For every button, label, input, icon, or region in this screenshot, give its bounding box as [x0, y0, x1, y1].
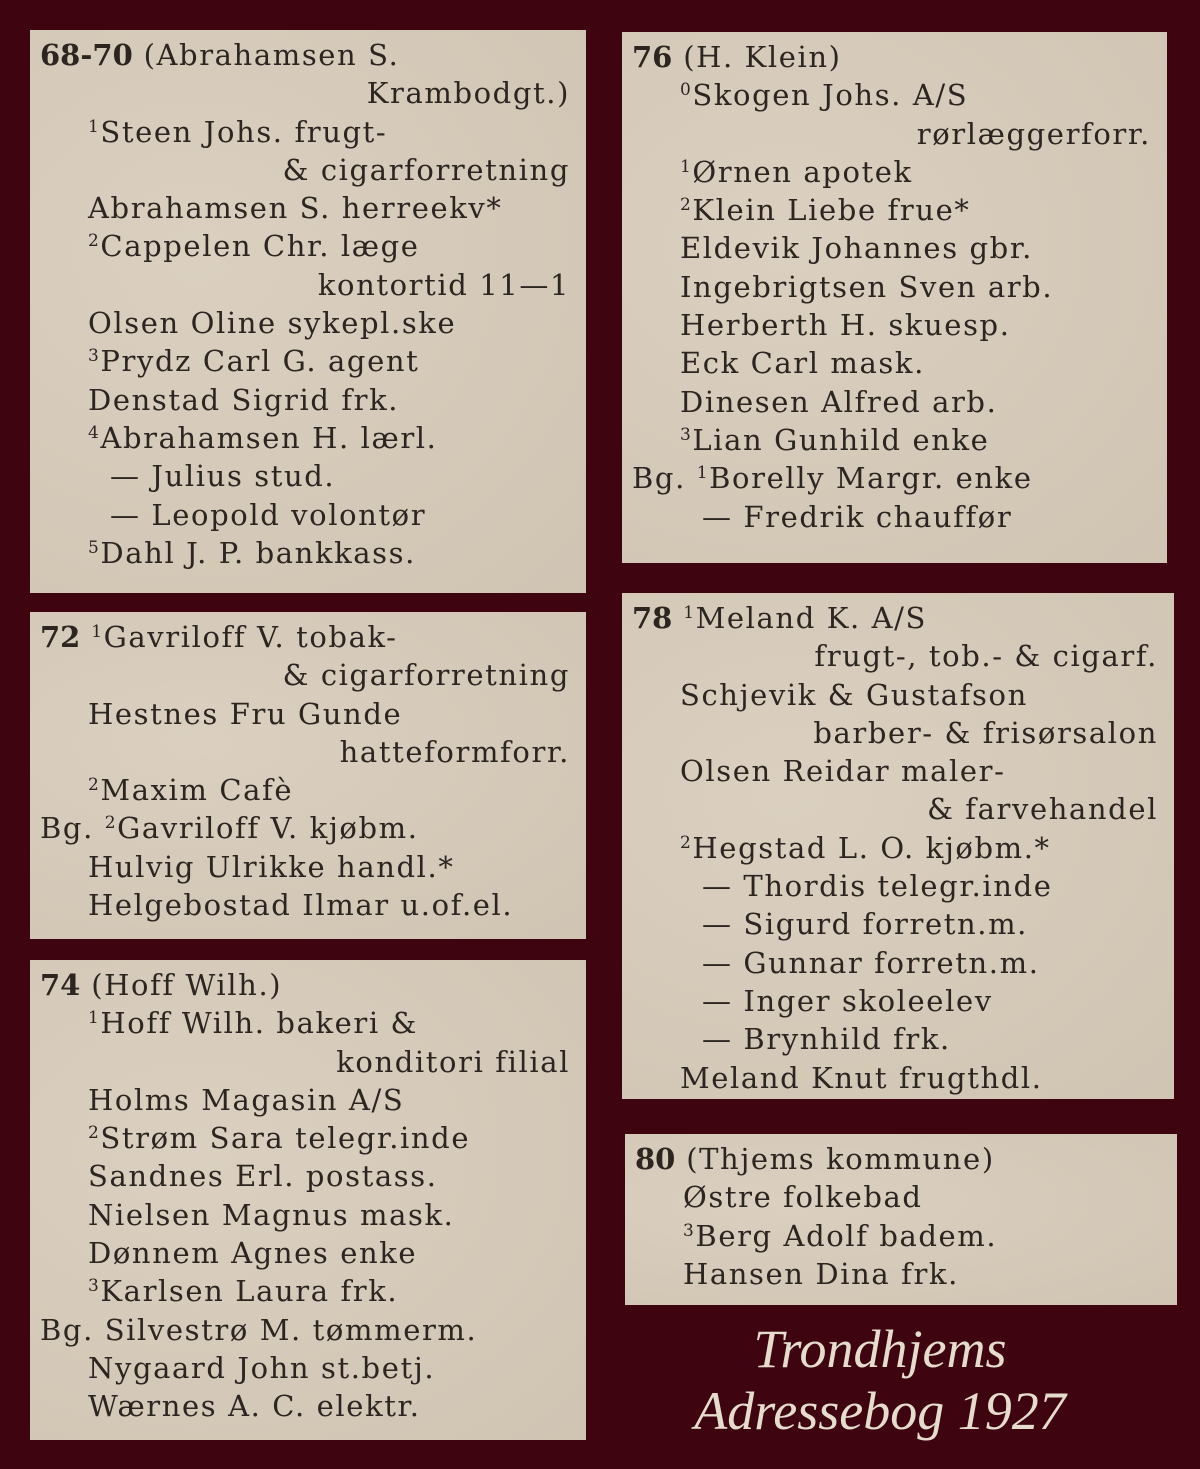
floor-number: 2 — [88, 775, 101, 796]
floor-number: 2 — [88, 1123, 101, 1144]
directory-entry — [635, 1217, 1167, 1255]
entry-text: Denstad Sigrid frk. — [88, 382, 400, 417]
directory-entry — [40, 809, 576, 847]
entry-text: & farvehandel — [927, 792, 1158, 827]
directory-entry — [632, 421, 1157, 459]
directory-entry — [40, 1387, 576, 1425]
entry-text: Eldevik Johannes gbr. — [680, 231, 1033, 266]
directory-entry — [40, 1196, 576, 1234]
street-number: 68-70 — [40, 38, 133, 72]
entry-text: Maxim Cafè — [100, 773, 294, 808]
directory-entry — [40, 771, 576, 809]
directory-entry — [40, 1119, 576, 1157]
directory-entry — [40, 1349, 576, 1387]
entry-text: Strøm Sara telegr.inde — [100, 1121, 471, 1156]
directory-entry — [40, 695, 576, 733]
directory-entry — [40, 151, 576, 189]
directory-entry — [40, 848, 576, 886]
entry-text: — Inger skoleelev — [702, 983, 993, 1018]
directory-entry — [40, 36, 576, 74]
entry-text: Hoff Wilh. bakeri & — [100, 1006, 418, 1041]
entry-text: Klein Liebe frue* — [692, 193, 971, 228]
floor-number: 3 — [680, 424, 693, 445]
directory-entry — [40, 534, 576, 572]
entry-text: Karlsen Laura frk. — [100, 1274, 399, 1309]
directory-entry — [632, 344, 1157, 382]
caption-title: Trondhjems — [753, 1319, 1007, 1379]
entry-text: konditori filial — [336, 1044, 570, 1079]
listing-panel-74 — [30, 960, 586, 1440]
entry-text: Hestnes Fru Gunde — [88, 696, 403, 731]
directory-entry — [40, 1311, 576, 1349]
floor-number: 1 — [88, 116, 101, 137]
directory-entry — [40, 1157, 576, 1195]
directory-entry — [40, 419, 576, 457]
listing-panel-72 — [30, 612, 586, 939]
entry-text: — Thordis telegr.inde — [702, 869, 1053, 904]
directory-entry — [40, 886, 576, 924]
listing-panel-80 — [625, 1134, 1177, 1305]
directory-entry — [40, 733, 576, 771]
street-number: 74 — [40, 968, 81, 1002]
street-number: 80 — [635, 1142, 676, 1176]
directory-entry — [40, 656, 576, 694]
entry-text: — Leopold volontør — [110, 497, 427, 532]
directory-entry — [632, 38, 1157, 76]
directory-entry — [40, 381, 576, 419]
entry-text: Nielsen Magnus mask. — [88, 1197, 455, 1232]
entry-text: (H. Klein) — [683, 40, 842, 74]
entry-text: Wærnes A. C. elektr. — [88, 1389, 421, 1424]
directory-entry — [632, 229, 1157, 267]
entry-text: Bg. Silvestrø M. tømmerm. — [40, 1312, 478, 1347]
directory-entry — [632, 752, 1164, 790]
entry-text: hatteformforr. — [339, 734, 570, 769]
entry-text: Olsen Oline sykepl.ske — [88, 306, 457, 341]
directory-entry — [632, 306, 1157, 344]
floor-number: 2 — [680, 195, 693, 216]
entry-text: Borelly Margr. enke — [709, 461, 1033, 496]
directory-entry — [632, 459, 1157, 497]
entry-text: Dønnem Agnes enke — [88, 1236, 418, 1271]
entry-text: Gavriloff V. tobak- — [103, 620, 398, 654]
caption-subtitle: Adressebog 1927 — [694, 1381, 1066, 1441]
directory-entry — [632, 1020, 1164, 1058]
floor-number: 1 — [696, 463, 710, 484]
directory-entry — [40, 189, 576, 227]
entry-text: Hansen Dina frk. — [683, 1256, 959, 1291]
entry-text: Prydz Carl G. agent — [100, 344, 420, 379]
entry-text: — Julius stud. — [110, 459, 336, 494]
directory-entry — [40, 342, 576, 380]
floor-number: 0 — [680, 80, 693, 101]
entry-text: Berg Adolf badem. — [695, 1218, 998, 1253]
entry-text: Gavriloff V. kjøbm. — [117, 811, 419, 846]
floor-number: 2 — [88, 231, 101, 252]
directory-entry — [40, 113, 576, 151]
floor-number: 3 — [88, 1276, 101, 1297]
directory-entry — [632, 76, 1157, 114]
directory-entry — [40, 618, 576, 656]
directory-entry — [632, 867, 1164, 905]
floor-number: 3 — [88, 346, 101, 367]
entry-text: Helgebostad Ilmar u.of.el. — [88, 888, 514, 923]
directory-entry — [40, 966, 576, 1004]
entry-text: Abrahamsen H. lærl. — [100, 420, 438, 455]
entry-text: Hegstad L. O. kjøbm.* — [692, 830, 1051, 865]
street-number: 72 — [40, 620, 81, 654]
directory-entry — [632, 944, 1164, 982]
directory-entry — [635, 1178, 1167, 1216]
directory-entry — [632, 637, 1164, 675]
entry-text: — Fredrik chauffør — [702, 499, 1013, 534]
floor-number: 4 — [88, 422, 101, 443]
entry-text: Ingebrigtsen Sven arb. — [680, 269, 1054, 304]
directory-entry — [632, 153, 1157, 191]
entry-text: — Sigurd forretn.m. — [702, 907, 1028, 942]
directory-entry — [40, 74, 576, 112]
directory-entry — [632, 714, 1164, 752]
entry-text: Olsen Reidar maler- — [680, 754, 1006, 789]
entry-text: frugt-, tob.- & cigarf. — [814, 639, 1158, 674]
caption — [640, 1318, 1120, 1442]
entry-text: kontortid 11—1 — [317, 267, 570, 302]
directory-entry — [40, 1004, 576, 1042]
entry-text: Sandnes Erl. postass. — [88, 1159, 438, 1194]
entry-text: barber- & frisørsalon — [813, 715, 1158, 750]
entry-text: — Gunnar forretn.m. — [702, 945, 1040, 980]
entry-text: Skogen Johs. A/S — [692, 78, 969, 113]
entry-text: Holms Magasin A/S — [88, 1082, 405, 1117]
entry-text: Ørnen apotek — [692, 154, 913, 189]
floor-number: 3 — [683, 1220, 696, 1241]
entry-text: Dahl J. P. bankkass. — [100, 535, 416, 570]
entry-text: — Brynhild frk. — [702, 1022, 951, 1057]
directory-entry — [632, 676, 1164, 714]
directory-entry — [632, 115, 1157, 153]
entry-text: Schjevik & Gustafson — [680, 677, 1028, 712]
entry-text: Lian Gunhild enke — [692, 422, 990, 457]
floor-number: 2 — [680, 832, 693, 853]
entry-text: Østre folkebad — [683, 1180, 923, 1215]
floor-number: 1 — [680, 156, 693, 177]
entry-text: & cigarforretning — [282, 658, 570, 693]
directory-entry — [40, 496, 576, 534]
entry-text: Abrahamsen S. herreekv* — [88, 191, 503, 226]
directory-entry — [40, 266, 576, 304]
entry-text: (Hoff Wilh.) — [91, 968, 283, 1002]
floor-number: 1 — [91, 622, 104, 642]
entry-text: rørlæggerforr. — [916, 116, 1151, 151]
entry-text: & cigarforretning — [282, 152, 570, 187]
directory-entry — [632, 829, 1164, 867]
floor-number: 5 — [88, 537, 101, 558]
directory-entry — [40, 304, 576, 342]
entry-text: Herberth H. skuesp. — [680, 308, 1011, 343]
directory-entry — [632, 498, 1157, 536]
directory-entry — [632, 599, 1164, 637]
entry-text: Eck Carl mask. — [680, 346, 925, 381]
entry-text: Meland Knut frugthdl. — [680, 1060, 1043, 1095]
directory-entry — [40, 1272, 576, 1310]
entry-text: Krambodgt.) — [366, 76, 570, 111]
directory-entry — [635, 1140, 1167, 1178]
floor-number: 2 — [104, 813, 118, 834]
directory-entry — [632, 905, 1164, 943]
entry-text: Bg. — [40, 811, 105, 846]
entry-text: Steen Johs. frugt- — [100, 114, 388, 149]
directory-entry — [632, 982, 1164, 1020]
entry-text: Hulvig Ulrikke handl.* — [88, 849, 455, 884]
directory-entry — [40, 457, 576, 495]
directory-entry — [632, 790, 1164, 828]
listing-panel-76 — [622, 32, 1167, 563]
directory-entry — [632, 191, 1157, 229]
listing-panel-68-70 — [30, 30, 586, 593]
entry-text: (Abrahamsen S. — [143, 38, 400, 72]
floor-number: 1 — [683, 603, 696, 623]
street-number: 76 — [632, 40, 673, 74]
listing-panel-78 — [622, 593, 1174, 1099]
directory-entry — [40, 1043, 576, 1081]
street-number: 78 — [632, 601, 673, 635]
directory-entry — [632, 268, 1157, 306]
entry-text: Bg. — [632, 461, 697, 496]
directory-entry — [635, 1255, 1167, 1293]
directory-entry — [632, 1059, 1164, 1097]
directory-entry — [40, 1234, 576, 1272]
directory-entry — [40, 227, 576, 265]
entry-text: Dinesen Alfred arb. — [680, 384, 998, 419]
entry-text: Meland K. A/S — [695, 601, 927, 635]
entry-text: Cappelen Chr. læge — [100, 229, 420, 264]
entry-text: (Thjems kommune) — [686, 1142, 995, 1176]
floor-number: 1 — [88, 1008, 101, 1029]
directory-entry — [40, 1081, 576, 1119]
entry-text: Nygaard John st.betj. — [88, 1350, 436, 1385]
directory-entry — [632, 383, 1157, 421]
